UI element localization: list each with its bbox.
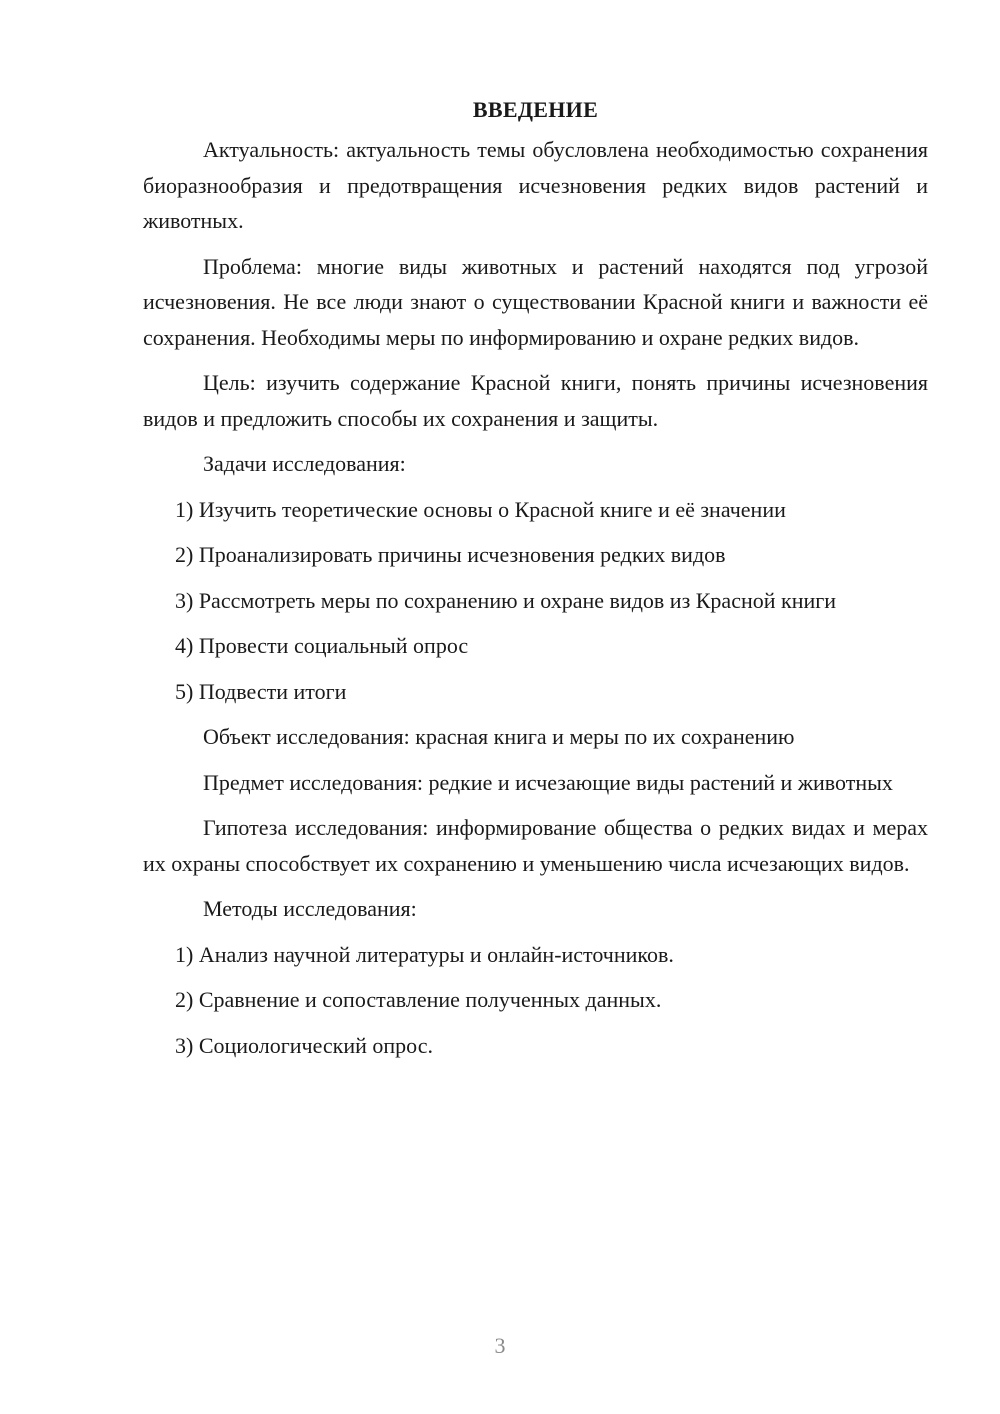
task-item: 2) Проанализировать причины исчезновения редких видов <box>175 542 726 567</box>
document-page <box>143 92 928 1073</box>
page-number: 3 <box>494 1333 506 1358</box>
task-item: 4) Провести социальный опрос <box>175 633 469 658</box>
task-item: 3) Рассмотреть меры по сохранению и охране видов из Красной книги <box>175 587 837 613</box>
tasks-heading: Задачи исследования: <box>203 451 406 476</box>
subject-paragraph: Предмет исследования: редкие и исчезающие виды растений и животных <box>203 769 893 795</box>
goal-paragraph: Цель: изучить содержание Красной книги, понять причины исчезновения видов и предложить способы их сохранения и защиты. <box>143 370 928 431</box>
method-item: 1) Анализ научной литературы и онлайн-источников. <box>175 941 674 967</box>
method-item: 2) Сравнение и сопоставление полученных данных. <box>175 987 662 1012</box>
object-paragraph: Объект исследования: красная книга и меры по их сохранению <box>203 724 795 749</box>
relevance-paragraph: Актуальность: актуальность темы обусловлена необходимостью сохранения биоразнообразия и предотвращения исчезновения редких видов растений и животных. <box>143 137 928 233</box>
task-item: 1) Изучить теоретические основы о Красной книге и её значении <box>175 496 786 522</box>
method-item: 3) Социологический опрос. <box>175 1032 433 1058</box>
problem-paragraph: Проблема: многие виды животных и растений находятся под угрозой исчезновения. Не все люди знают о существовании Красной книги и важности её сохранения. Необходимы меры по информированию и охране редких видов. <box>143 253 928 350</box>
hypothesis-paragraph: Гипотеза исследования: информирование общества о редких видах и мерах их охраны способствует их сохранению и уменьшению числа исчезающих видов. <box>143 815 928 876</box>
task-item: 5) Подвести итоги <box>175 678 347 704</box>
methods-heading: Методы исследования: <box>203 896 417 921</box>
section-title: ВВЕДЕНИЕ <box>472 97 599 122</box>
